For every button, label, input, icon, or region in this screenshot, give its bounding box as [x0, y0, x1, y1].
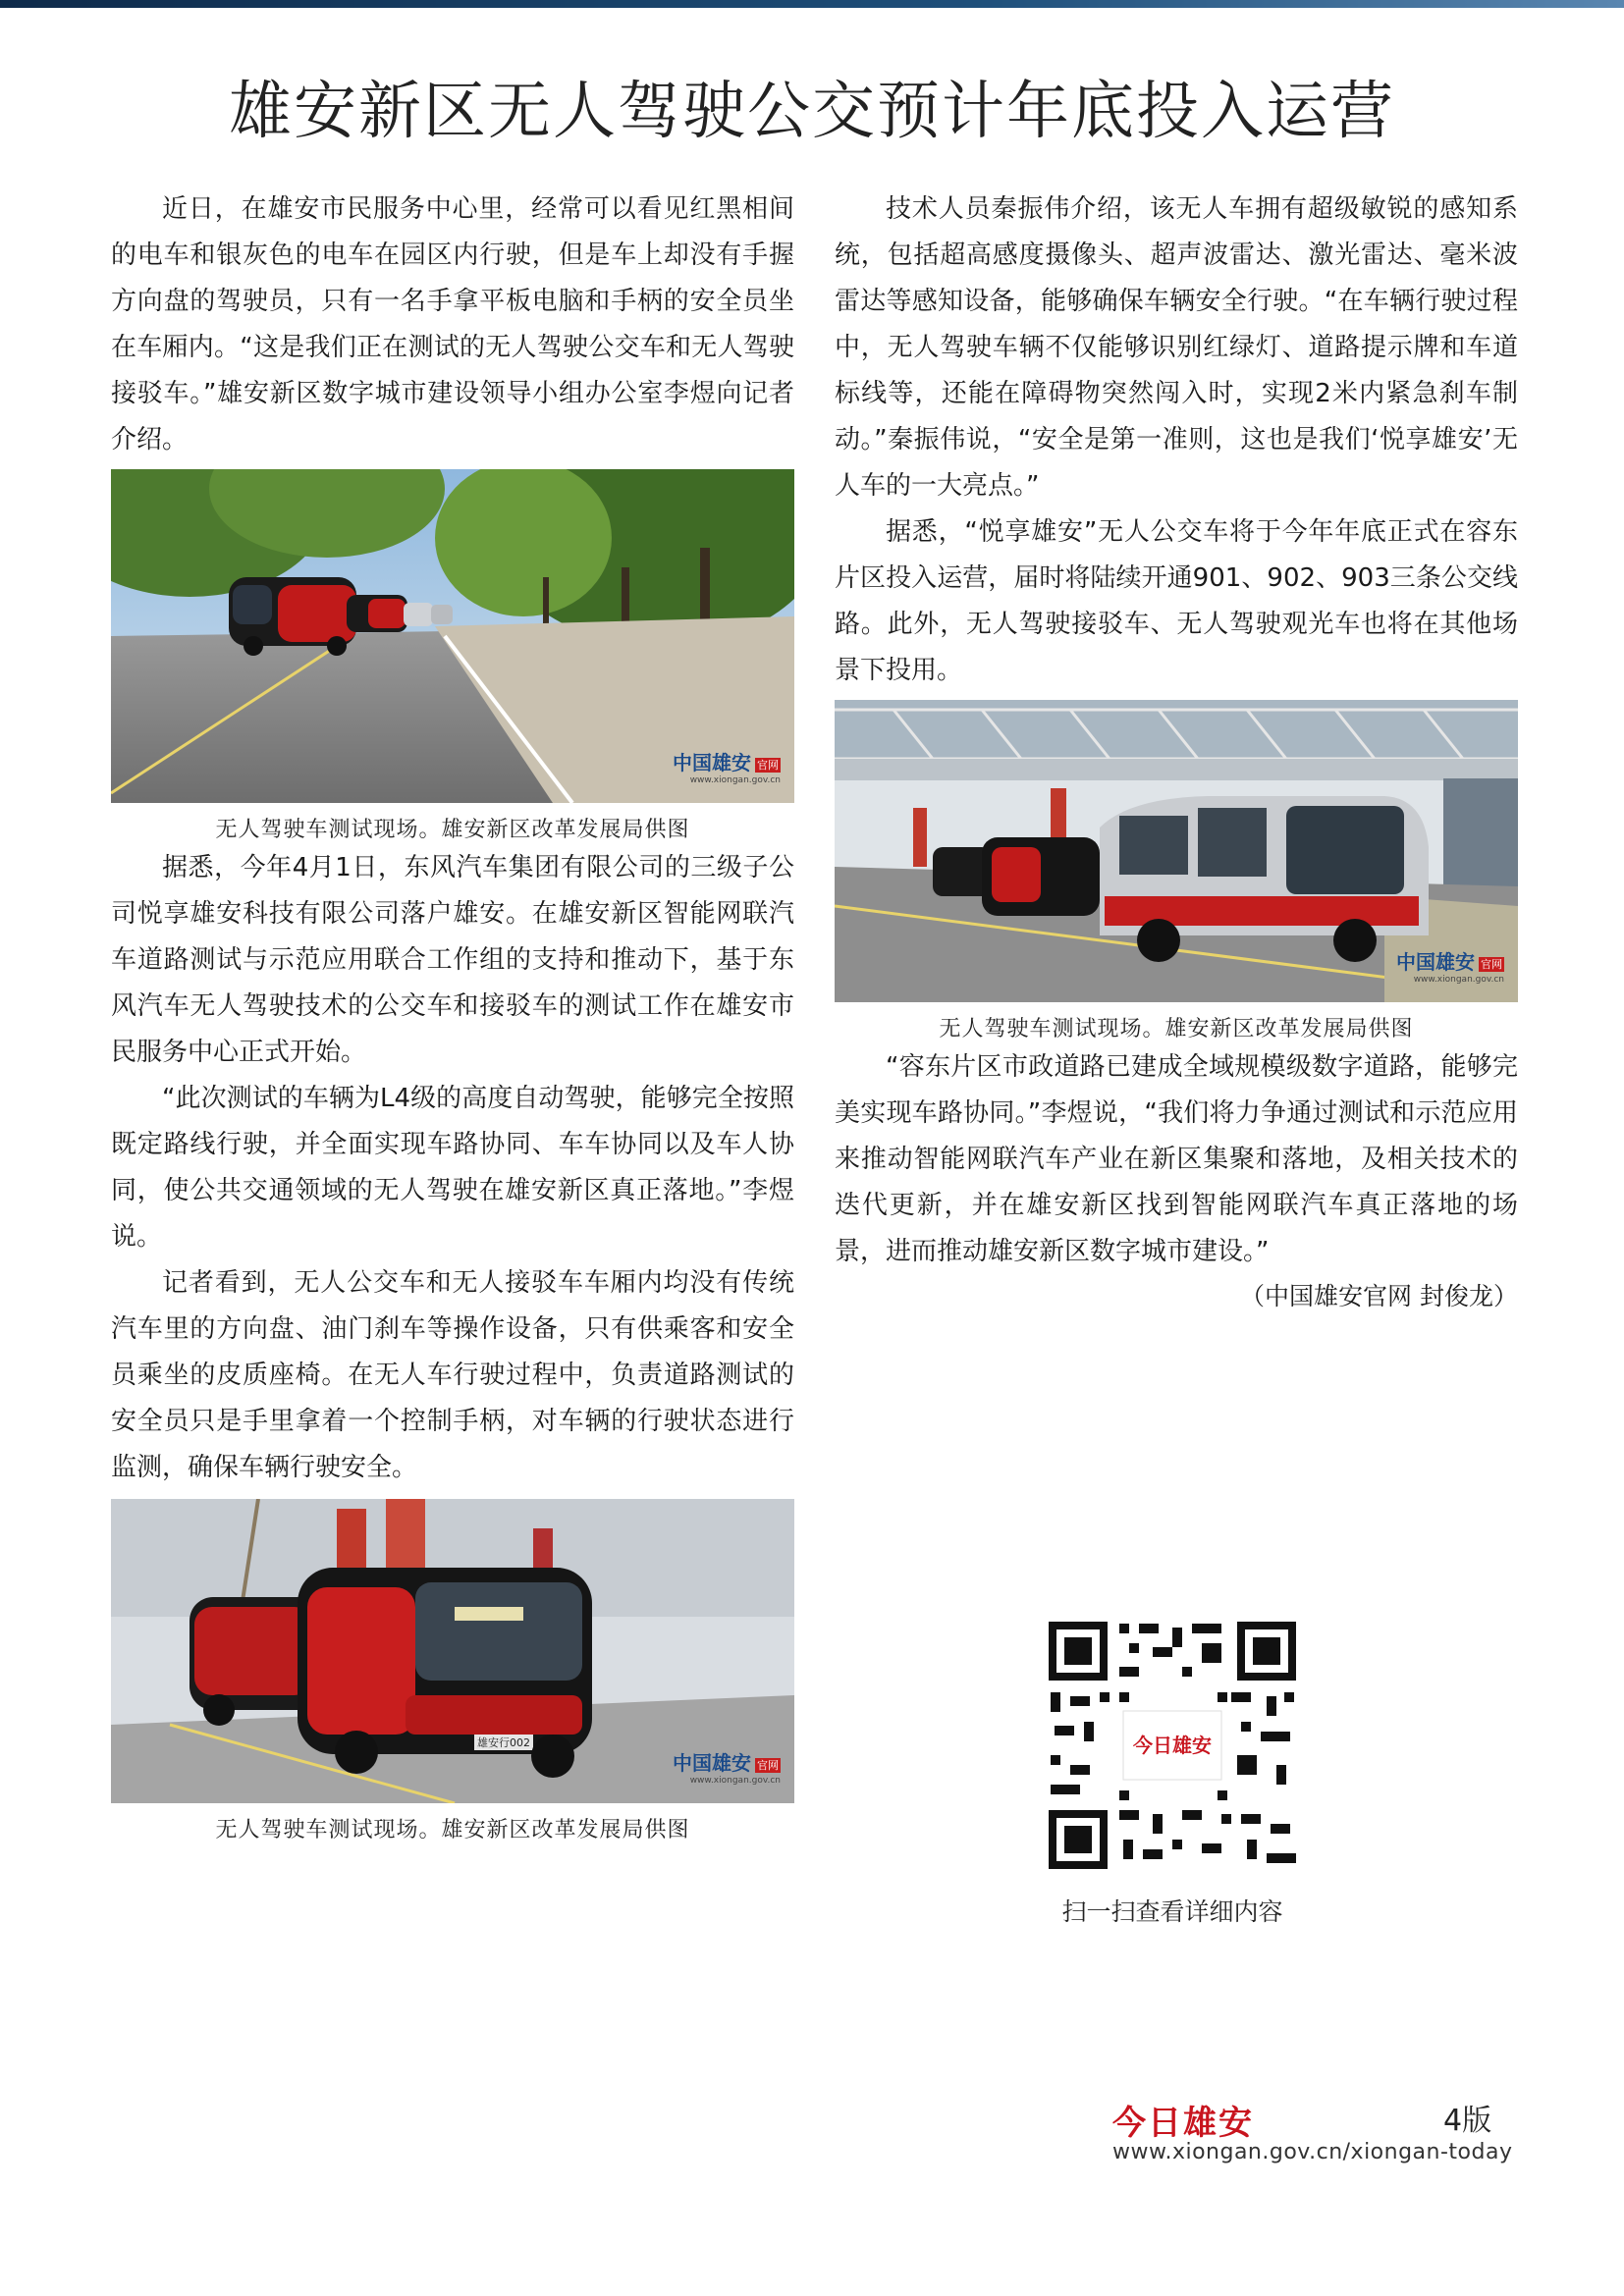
page-number: 4版 [1443, 2104, 1492, 2138]
photo-caption: 无人驾驶车测试现场。雄安新区改革发展局供图 [939, 1017, 1414, 1041]
qr-center-label: 今日雄安 [1133, 1734, 1212, 1757]
autonomous-bus-1 [229, 577, 356, 656]
paragraph: 技术人员秦振伟介绍，该无人车拥有超级敏锐的感知系统，包括超高感度摄像头、超声波雷达、激光雷达、毫米波雷达等感知设备，能够确保车辆安全行驶。“在车辆行驶过程中，无人驾驶车辆不仅能够识别红绿灯、道路提示牌和车道标线等，还能在障碍物突然闯入时，实现2米内紧急刹车制动。”秦振伟说，“安全是第一准则，这也是我们‘悦享雄安’无人车的一大亮点。” [835, 194, 1518, 501]
paragraph: 据悉，“悦享雄安”无人公交车将于今年年底正式在容东片区投入运营，届时将陆续开通901、902、903三条公交线路。此外，无人驾驶接驳车、无人驾驶观光车也将在其他场景下投用。 [835, 517, 1518, 685]
bus-photo-3 [111, 1499, 794, 1803]
footer-brand-logo: 今日雄安 [1112, 2104, 1254, 2143]
article-title: 雄安新区无人驾驶公交预计年底投入运营 [229, 76, 1395, 148]
left-column [111, 187, 794, 1845]
paragraph: 记者看到，无人公交车和无人接驳车车厢内均没有传统汽车里的方向盘、油门刹车等操作设备，只有供乘客和安全员乘坐的皮质座椅。在无人车行驶过程中，负责道路测试的安全员只是手里拿着一个控制手柄，对车辆的行驶状态进行监测，确保车辆行驶安全。 [111, 1268, 794, 1482]
qr-caption: 扫一扫查看详细内容 [1061, 1897, 1283, 1926]
article-credit: （中国雄安官网 封俊龙） [1240, 1282, 1518, 1310]
right-column [835, 187, 1518, 1318]
photo-caption: 无人驾驶车测试现场。雄安新区改革发展局供图 [215, 818, 690, 842]
bus-photo-1 [111, 469, 794, 803]
paragraph: 近日，在雄安市民服务中心里，经常可以看见红黑相间的电车和银灰色的电车在园区内行驶，但是车上却没有手握方向盘的驾驶员，只有一名手拿平板电脑和手柄的安全员坐在车厢内。“这是我们正在测试的无人驾驶公交车和无人驾驶接驳车。”雄安新区数字城市建设领导小组办公室李煜向记者介绍。 [111, 194, 794, 454]
paragraph: 据悉，今年4月1日，东风汽车集团有限公司的三级子公司悦享雄安科技有限公司落户雄安。在雄安新区智能网联汽车道路测试与示范应用联合工作组的支持和推动下，基于东风汽车无人驾驶技术的公交车和接驳车的测试工作在雄安市民服务中心正式开始。 [111, 853, 794, 1067]
top-accent-bar [0, 0, 1624, 8]
photo-caption: 无人驾驶车测试现场。雄安新区改革发展局供图 [215, 1818, 690, 1842]
bus-photo-2 [835, 700, 1518, 1002]
footer-url: www.xiongan.gov.cn/xiongan-today [1112, 2140, 1513, 2164]
autonomous-bus-3 [404, 603, 453, 626]
photo-watermark: 中国雄安 官网 www.xiongan.gov.cn [673, 751, 781, 785]
qr-code[interactable] [1045, 1618, 1300, 1873]
photo-watermark: 中国雄安 官网 www.xiongan.gov.cn [1396, 950, 1504, 985]
photo-watermark: 中国雄安 官网 www.xiongan.gov.cn [673, 1751, 781, 1786]
autonomous-bus-2 [347, 595, 407, 632]
paragraph: “此次测试的车辆为L4级的高度自动驾驶，能够完全按照既定路线行驶，并全面实现车路协同、车车协同以及车人协同，使公共交通领域的无人驾驶在雄安新区真正落地。”李煜说。 [111, 1084, 794, 1252]
qr-block [1045, 1618, 1300, 1928]
paragraph: “容东片区市政道路已建成全域规模级数字道路，能够完美实现车路协同。”李煜说，“我们将力争通过测试和示范应用来推动智能网联汽车产业在新区集聚和落地，及相关技术的迭代更新，并在雄安新区找到智能网联汽车真正落地的场景，进而推动雄安新区数字城市建设。” [835, 1052, 1518, 1266]
autonomous-bus-front [298, 1568, 592, 1778]
license-plate: 雄安行002 [477, 1736, 530, 1749]
